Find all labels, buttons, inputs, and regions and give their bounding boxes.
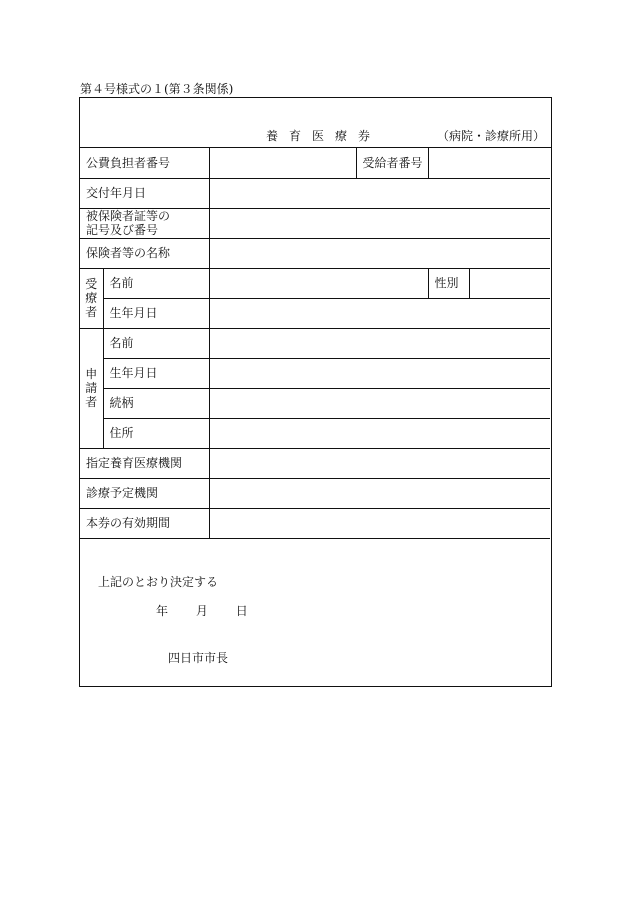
table-row — [80, 298, 550, 328]
validity-period-label: 本券の有効期間 — [80, 508, 209, 538]
relationship-label: 続柄 — [103, 388, 209, 418]
table-row — [80, 178, 550, 208]
decision-statement: 上記のとおり決定する — [98, 575, 219, 589]
table-row — [80, 208, 550, 238]
issue-date-field[interactable] — [209, 178, 550, 208]
month-label: 月 — [195, 604, 208, 618]
insurance-symbol-line1: 被保険者証等の — [86, 209, 171, 223]
form-number: 第４号様式の１(第３条関係) — [80, 82, 234, 96]
applicant-birth-field[interactable] — [209, 358, 550, 388]
recipient-number-label: 受給者番号 — [356, 148, 428, 178]
medical-voucher-form — [79, 97, 552, 687]
planned-institution-field[interactable] — [209, 478, 550, 508]
table-row — [80, 478, 550, 508]
recipient-birth-label: 生年月日 — [103, 298, 209, 328]
relationship-field[interactable] — [209, 388, 550, 418]
applicant-name-label: 名前 — [103, 328, 209, 358]
insurance-symbol-label — [80, 208, 209, 238]
recipient-birth-field[interactable] — [209, 298, 550, 328]
recipient-name-label: 名前 — [103, 268, 209, 298]
applicant-birth-label: 生年月日 — [103, 358, 209, 388]
insurance-symbol-field[interactable] — [209, 208, 550, 238]
title-row — [80, 98, 551, 148]
public-burden-label: 公費負担者番号 — [80, 148, 209, 178]
day-label: 日 — [235, 604, 248, 618]
sex-label: 性別 — [428, 268, 469, 298]
designated-institution-label: 指定養育医療機関 — [80, 448, 209, 478]
decision-date — [156, 602, 272, 619]
table-row — [80, 238, 550, 268]
applicant-group-label: 申請者 — [80, 328, 103, 448]
planned-institution-label: 診療予定機関 — [80, 478, 209, 508]
table-row — [80, 328, 550, 358]
form-subtitle: （病院・診療所用） — [436, 129, 545, 143]
table-row — [80, 448, 550, 478]
form-title: 養育医療券 — [266, 129, 382, 143]
year-label: 年 — [156, 604, 169, 618]
address-label: 住所 — [103, 418, 209, 448]
insurer-name-label: 保険者等の名称 — [80, 238, 209, 268]
validity-period-field[interactable] — [209, 508, 550, 538]
table-row — [80, 268, 550, 298]
table-row — [80, 508, 550, 538]
insurance-symbol-line2: 記号及び番号 — [86, 223, 159, 237]
public-burden-field[interactable] — [209, 148, 356, 178]
form-table — [80, 148, 550, 539]
address-field[interactable] — [209, 418, 550, 448]
recipient-number-field[interactable] — [428, 148, 550, 178]
designated-institution-field[interactable] — [209, 448, 550, 478]
table-row — [80, 388, 550, 418]
table-row — [80, 148, 550, 178]
applicant-name-field[interactable] — [209, 328, 550, 358]
recipient-name-field[interactable] — [209, 268, 428, 298]
table-row — [80, 418, 550, 448]
sex-field[interactable] — [469, 268, 550, 298]
mayor-signature: 四日市市長 — [168, 651, 229, 665]
recipient-group-label: 受療者 — [80, 268, 103, 328]
issue-date-label: 交付年月日 — [80, 178, 209, 208]
table-row — [80, 358, 550, 388]
insurer-name-field[interactable] — [209, 238, 550, 268]
